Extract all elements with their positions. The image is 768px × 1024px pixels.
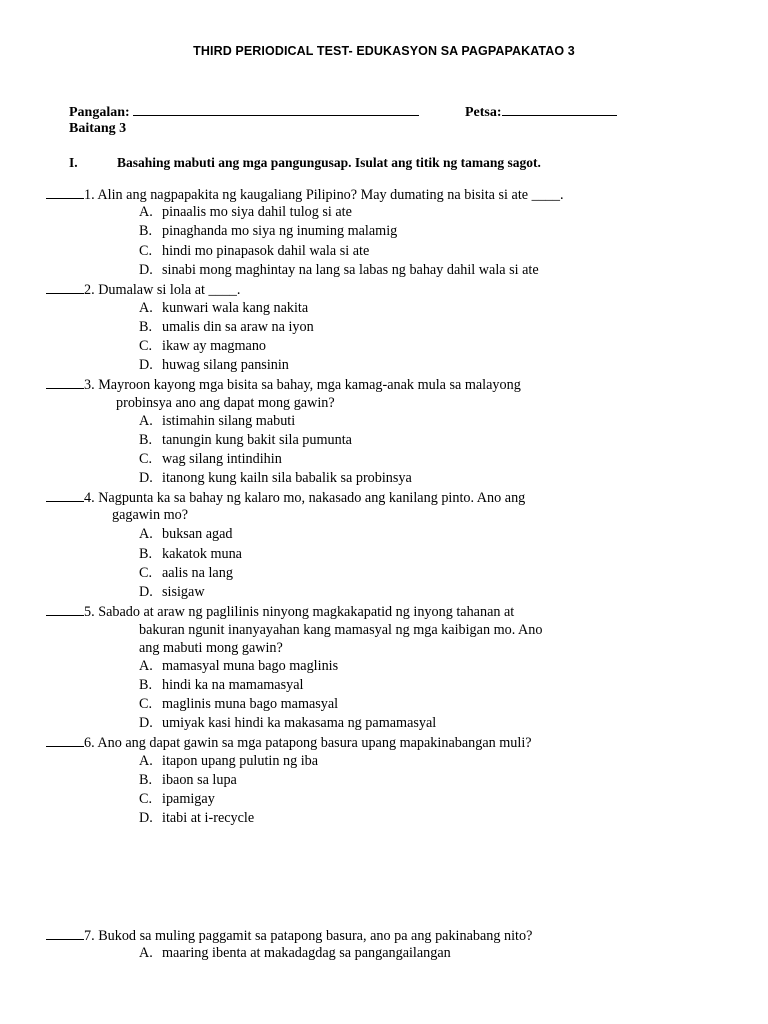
question-5-continuation: bakuran ngunit inanyayahan kang mamasyal ng mga kaibigan mo. Ano (139, 622, 543, 638)
question-7 (46, 927, 746, 945)
option-5a: A. mamasyal muna bago maglinis (139, 658, 339, 674)
question-4-continuation: gagawin mo? (112, 507, 189, 523)
option-2b: B. umalis din sa araw na iyon (139, 319, 314, 335)
option-3a: A. istimahin silang mabuti (139, 413, 296, 429)
answer-blank-3[interactable] (46, 376, 84, 389)
question-text: 3. Mayroon kayong mga bisita sa bahay, mga kamag-anak mula sa malayong (84, 377, 521, 393)
question-text: 1. Alin ang nagpapakita ng kaugaliang Pilipino? May dumating na bisita si ate ____. (84, 187, 564, 203)
name-label: Pangalan: (69, 105, 130, 120)
question-4 (46, 489, 746, 507)
date-blank-line[interactable] (502, 103, 617, 116)
answer-blank-1[interactable] (46, 186, 84, 199)
answer-blank-2[interactable] (46, 281, 84, 294)
question-text: 5. Sabado at araw ng paglilinis ninyong magkakapatid ng inyong tahanan at (84, 604, 515, 620)
question-5-continuation-2: ang mabuti mong gawin? (139, 640, 283, 656)
option-5c: C. maglinis muna bago mamasyal (139, 696, 339, 712)
option-3d: D. itanong kung kailn sila babalik sa probinsya (139, 470, 412, 486)
option-3c: C. wag silang intindihin (139, 451, 282, 467)
question-text: 6. Ano ang dapat gawin sa mga patapong basura upang mapakinabangan muli? (84, 735, 532, 751)
option-2a: A. kunwari wala kang nakita (139, 300, 309, 316)
section-number: I. (69, 155, 78, 170)
option-3b: B. tanungin kung bakit sila pumunta (139, 432, 352, 448)
question-text: 4. Nagpunta ka sa bahay ng kalaro mo, nakasado ang kanilang pinto. Ano ang (84, 490, 526, 506)
question-6 (46, 734, 746, 752)
question-3-continuation: probinsya ano ang dapat mong gawin? (116, 395, 335, 411)
option-6b: B. ibaon sa lupa (139, 772, 237, 788)
page-title: THIRD PERIODICAL TEST- EDUKASYON SA PAGPAPAKATAO 3 (193, 44, 575, 58)
option-1b: B. pinaghanda mo siya ng inuming malamig (139, 223, 398, 239)
date-label: Petsa: (465, 105, 502, 120)
option-5d: D. umiyak kasi hindi ka makasama ng pamamasyal (139, 715, 437, 731)
grade-label: Baitang 3 (69, 121, 127, 136)
option-4b: B. kakatok muna (139, 546, 242, 562)
option-1d: D. sinabi mong maghintay na lang sa labas ng bahay dahil wala si ate (139, 262, 539, 278)
question-text: 7. Bukod sa muling paggamit sa patapong basura, ano pa ang pakinabang nito? (84, 928, 533, 944)
option-4c: C. aalis na lang (139, 565, 233, 581)
option-6c: C. ipamigay (139, 791, 215, 807)
option-1c: C. hindi mo pinapasok dahil wala si ate (139, 243, 370, 259)
option-2c: C. ikaw ay magmano (139, 338, 267, 354)
section-text: Basahing mabuti ang mga pangungusap. Isulat ang titik ng tamang sagot. (117, 155, 541, 170)
question-2 (46, 281, 746, 299)
option-7a: A. maaring ibenta at makadagdag sa pangangailangan (139, 945, 451, 961)
answer-blank-7[interactable] (46, 927, 84, 940)
answer-blank-5[interactable] (46, 603, 84, 616)
option-1a: A. pinaalis mo siya dahil tulog si ate (139, 204, 352, 220)
option-4a: A. buksan agad (139, 526, 233, 542)
question-5 (46, 603, 746, 621)
option-4d: D. sisigaw (139, 584, 205, 600)
date-field (465, 103, 617, 121)
answer-blank-6[interactable] (46, 734, 84, 747)
option-6d: D. itabi at i-recycle (139, 810, 255, 826)
option-2d: D. huwag silang pansinin (139, 357, 289, 373)
question-text: 2. Dumalaw si lola at ____. (84, 282, 241, 298)
name-blank-line[interactable] (133, 103, 419, 116)
option-5b: B. hindi ka na mamamasyal (139, 677, 304, 693)
name-field (69, 103, 419, 121)
question-3 (46, 376, 746, 394)
answer-blank-4[interactable] (46, 489, 84, 502)
question-1 (46, 186, 746, 204)
option-6a: A. itapon upang pulutin ng iba (139, 753, 319, 769)
